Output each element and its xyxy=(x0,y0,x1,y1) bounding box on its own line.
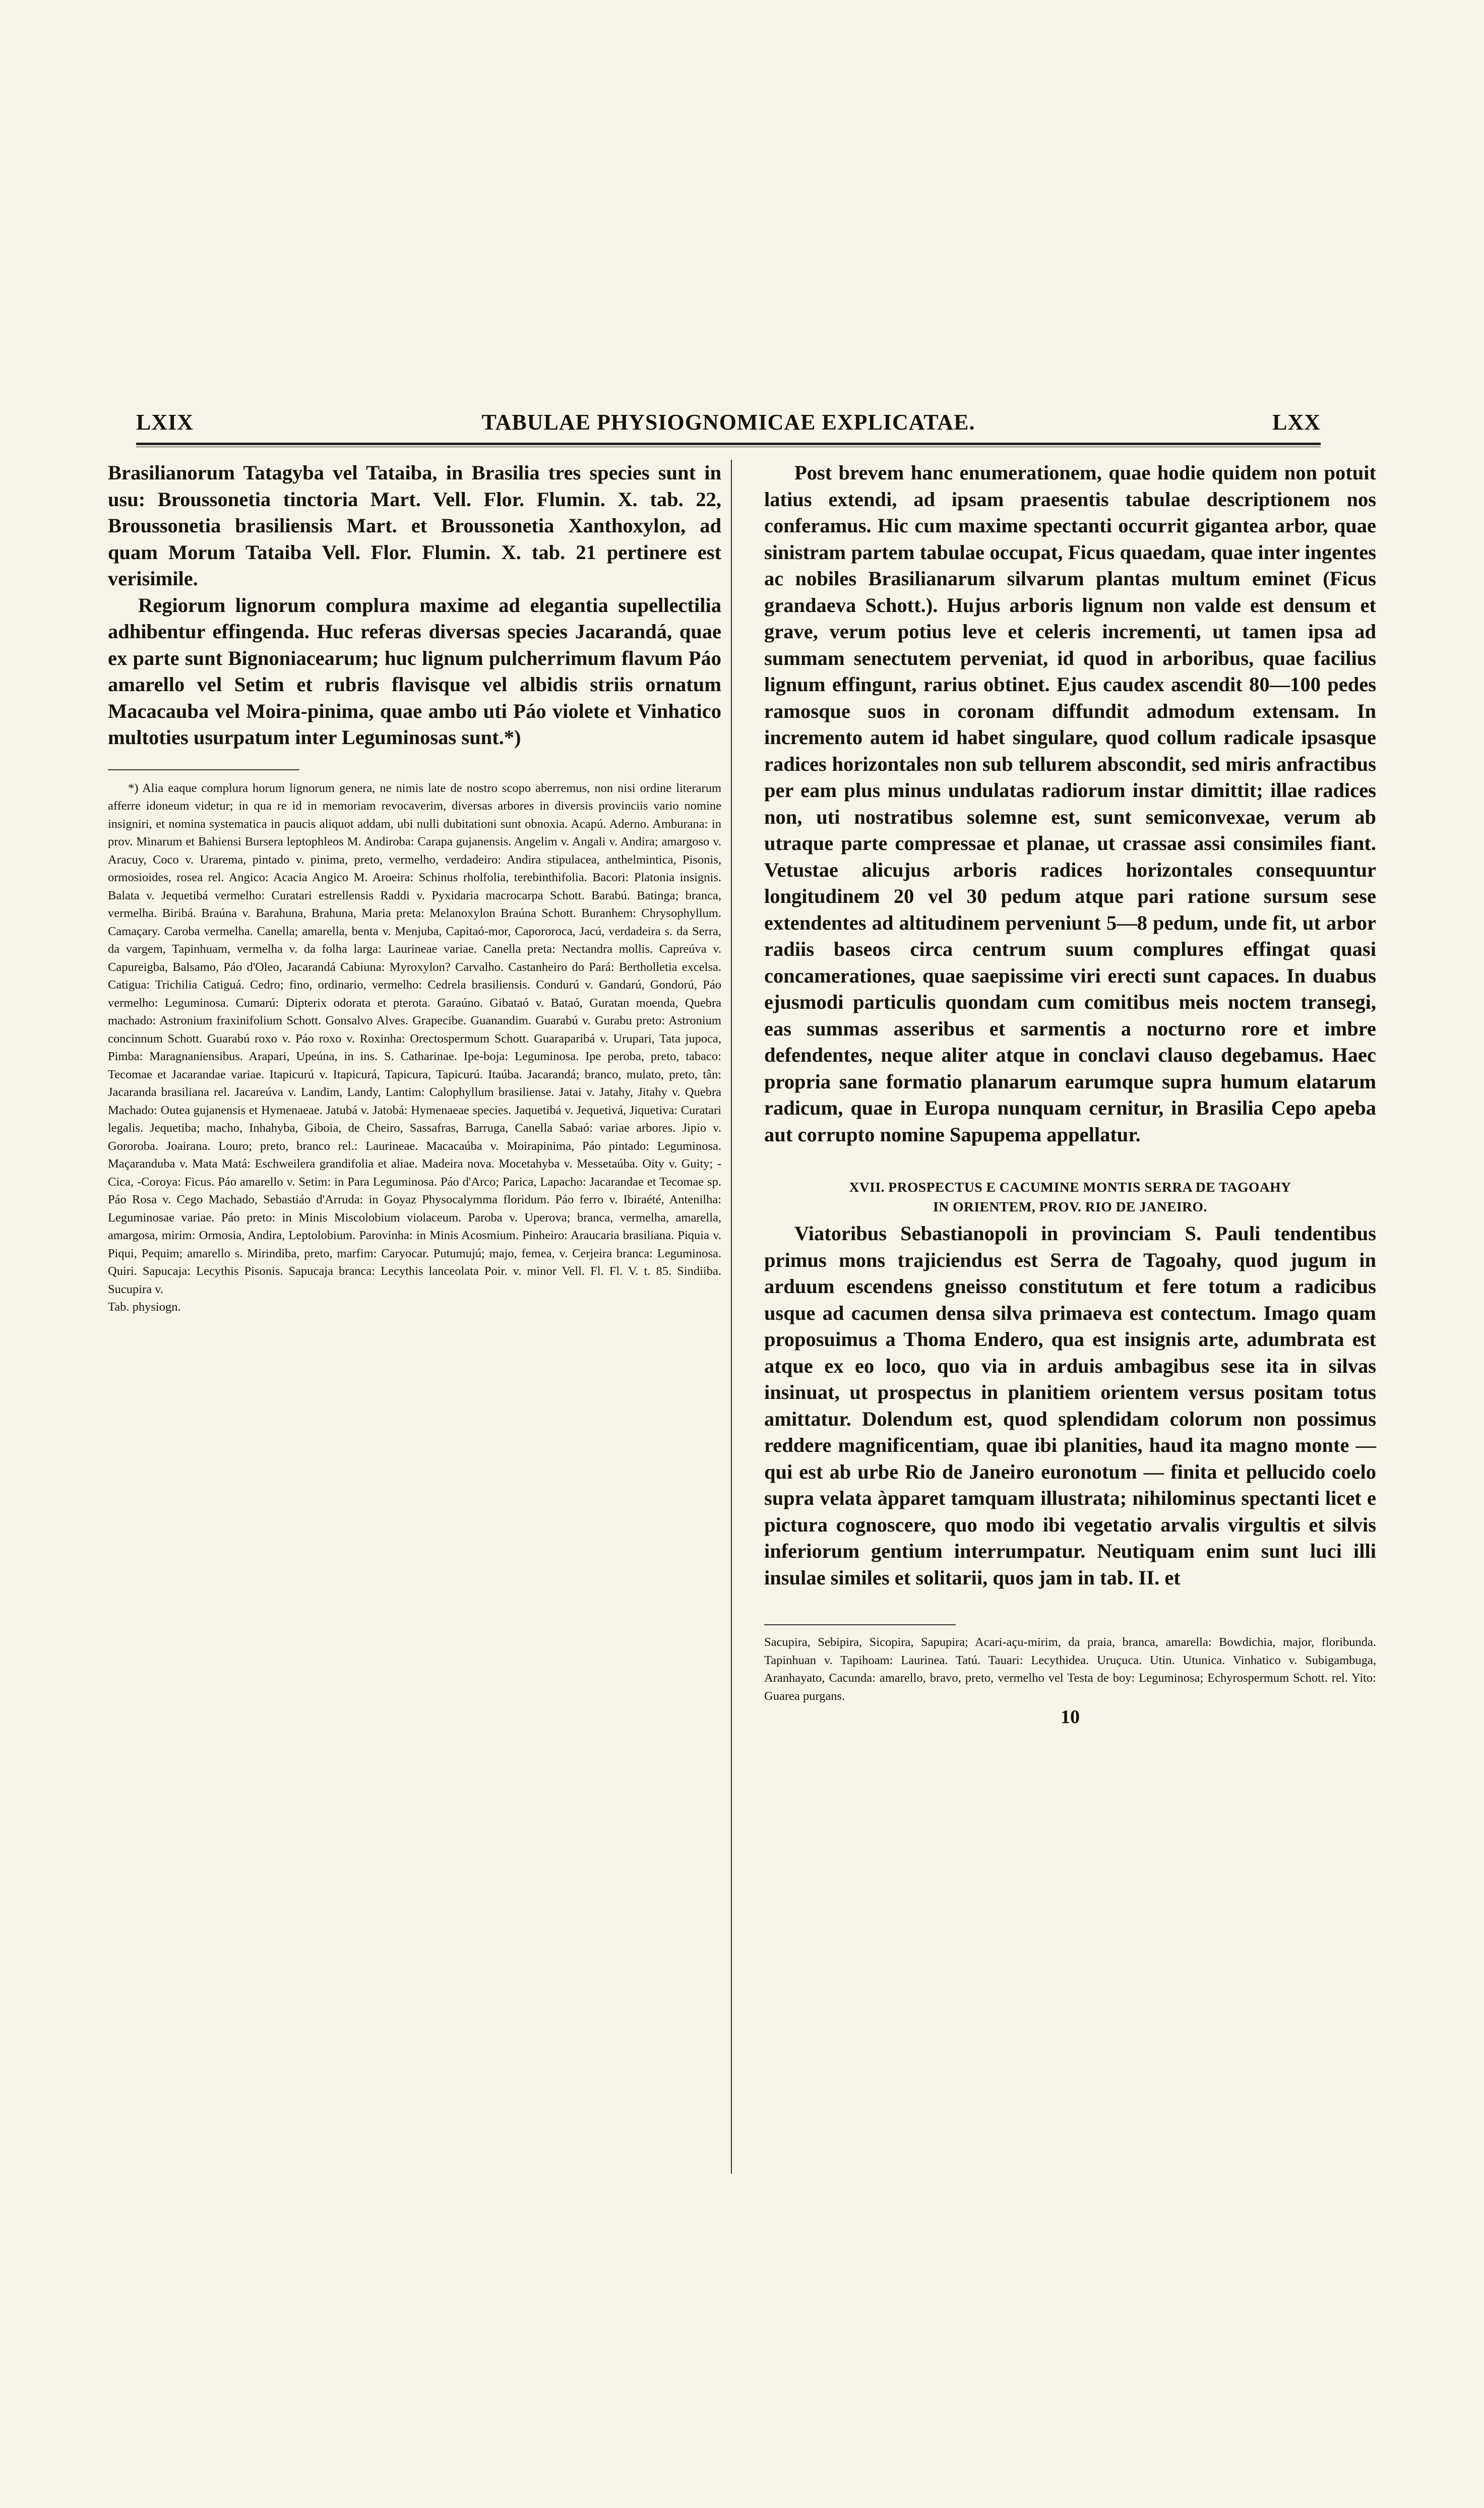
section-heading-line: IN ORIENTEM, PROV. RIO DE JANEIRO. xyxy=(933,1199,1207,1214)
left-body xyxy=(108,460,721,751)
running-header xyxy=(136,409,1321,445)
footnote-text: *) Alia eaque complura horum lignorum genera, ne nimis late de nostro scopo aberremus, non nisi ordine literarum afferre idoneum videtur; in qua re id in memoriam revocaverim, diversas arbores in diversis provinciis vario nomine insigniri, et nomina systematica in paucis aliquot addam, ubi nulli dubitationi sunt obnoxia. Acapú. Aderno. Amburana: in prov. Minarum et Bahiensi Bursera leptophleos M. Andiroba: Carapa gujanensis. Angelim v. Angali v. Andira; amargoso v. Aracuy, Coco v. Urarema, pintado v. pinima, preto, vermelho, verdadeiro: Andira stipulacea, anthelmintica, Pisonis, ormosioides, rosea rel. Angico: Acacia Angico M. Aroeira: Schinus rholfolia, terebinthifolia. Bacori: Platonia insignis. Balata v. Jequetibá vermelho: Curatari estrellensis Raddi v. Pyxidaria macrocarpa Schott. Barabú. Batinga; branca, vermelha. Biribá. Braúna v. Barahuna, Brahuna, Maria preta: Melanoxylon Braúna Schott. Buranhem: Chrysophyllum. Camaçary. Caroba vermelha. Canella; amarella, benta v. Menjuba, Capitaó-mor, Capororoca, Jacú, verdadeira s. da Serra, da vargem, Tapinhuam, vermelha v. da folha larga: Laurineae variae. Canella preta: Nectandra mollis. Capreúva v. Capureigba, Balsamo, Páo d'Oleo, Jacarandá Cabiuna: Myroxylon? Carvalho. Castanheiro do Pará: Bertholletia excelsa. Catigua: Trichilia Catiguá. Cedro; fino, ordinario, vermelho: Cedrela brasiliensis. Condurú v. Gandarú, Gondorú, Páo vermelho: Leguminosa. Cumarú: Dipterix odorata et pterota. Garaúno. Gibataó v. Bataó, Guratan moenda, Quebra machado: Astronium fraxinifolium Schott. Gonsalvo Alves. Grapecibe. Guanandim. Guarabú v. Gurabu preto: Astronium concinnum Schott. Guarabú roxo v. Páo roxo v. Roxinha: Orectospermum Schott. Guaraparibá v. Urupari, Tata jupoca, Pimba: Maragnaniensibus. Arapari, Upeúna, in ins. S. Catharinae. Ipe-boja: Leguminosa. Ipe peroba, preto, tabaco: Tecomae et Jacarandae variae. Itapicurú v. Itapicurá, Tapicura, Tapicurú. Itaúba. Jacarandá; branco, mulato, preto, tân: Jacaranda brasiliana rel. Jacareúva v. Landim, Landy, Lantim: Calophyllum brasiliense. Jatai v. Jatahy, Jitahy v. Quebra Machado: Outea gujanensis et Hymenaeae. Jatubá v. Jatobá: Hymenaeae species. Jaquetibá v. Jequetivá, Jiquetiva: Curatari legalis. Jequetiba; macho, Inhahyba, Giboia, de Cheiro, Sassafras, Barruga, Canella Sabaó: variae arbores. Jipio v. Gororoba. Joairana. Louro; preto, branco rel.: Laurineae. Macacaúba v. Moirapinima, Páo pintado: Leguminosa. Maçaranduba v. Mata Matá: Eschweilera grandifolia et aliae. Madeira nova. Mocetahyba v. Messetaúba. Oity v. Guity; -Cica, -Coroya: Ficus. Páo amarello v. Setim: in Para Leguminosa. Páo d'Arco; Parica, Lapacho: Jacarandae et Tecomae sp. Páo Rosa v. Cego Machado, Sebastiáo d'Arruda: in Goyaz Physocalymma floridum. Páo ferro v. Ibiraété, Antenilha: Leguminosae variae. Páo preto: in Minis Miscolobium violaceum. Paroba v. Uperova; branca, vermelha, amarella, amargosa, mirim: Ormosia, Andira, Leptolobium. Parovinha: in Minis Acosmium. Pinheiro: Araucaria brasiliana. Piquia v. Piqui, Pequim; amarello s. Mirindiba, preto, marfim: Caryocar. Putumujú; majo, femea, v. Cerjeira branca: Leguminosa. Quiri. Sapucaja: Lecythis Pisonis. Sapucaja branca: Lecythis lanceolata Poir. v. minor Vell. Fl. Fl. V. t. 85. Sindiiba. Sucupira v. xyxy=(108,781,721,1296)
page-number-right: LXX xyxy=(1272,410,1321,435)
right-body-2 xyxy=(764,1220,1376,1591)
running-title: TABULAE PHYSIOGNOMICAE EXPLICATAE. xyxy=(481,410,975,435)
signature-number: 10 xyxy=(1061,1706,1080,1728)
column-divider xyxy=(731,460,732,2174)
right-body xyxy=(764,460,1376,1148)
footnote-continued xyxy=(764,1633,1376,1705)
page-number-left: LXIX xyxy=(136,410,194,435)
footnote xyxy=(108,779,721,1299)
left-column xyxy=(108,460,721,1316)
footnote-text: Sacupira, Sebipira, Sicopira, Sapupira; Acari-açu-mirim, da praia, branca, amarella: Bowdichia, major, floribunda. Tapinhuan v. Tapihoam: Laurinea. Tatú. Tauari: Lecythidea. Uruçuca. Utin. Utunica. Vinhatico v. Subigambuga, Aranhayato, Cacunda: amarello, bravo, preto, vermelho vel Testa de boy: Leguminosa; Echyrospermum Schott. rel. Yito: Guarea purgans. xyxy=(764,1635,1376,1703)
paragraph: Regiorum lignorum complura maxime ad elegantia supellectilia adhibentur effingenda. Huc referas diversas species Jacarandá, quae ex parte sunt Bignoniacearum; huc lignum pulcherrimum flavum Páo amarello vel Setim et rubris flavisque vel albidis striis ornatum Macacauba vel Moira-pinima, quae ambo uti Páo violete et Vinhatico multoties usurpatum inter Leguminosas sunt.*) xyxy=(108,593,721,749)
header-rule xyxy=(136,443,1321,447)
right-column xyxy=(764,460,1376,1728)
paragraph: Brasilianorum Tatagyba vel Tataiba, in Brasilia tres species sunt in usu: Broussonetia tinctoria Mart. Vell. Flor. Flumin. X. tab. 22, Broussonetia brasiliensis Mart. et Broussonetia Xanthoxylon, ad quam Morum Tataiba Vell. Flor. Flumin. X. tab. 21 pertinere est verisimile. xyxy=(108,461,721,590)
paragraph: Viatoribus Sebastianopoli in provinciam S. Pauli tendentibus primus mons trajiciendus est Serra de Tagoahy, quod jugum in arduum escendens gneisso constitutum et fere totum a radicibus usque ad cacumen densa silva primaeva est contectum. Imago quam proposuimus a Thoma Endero, qua est insignis arte, adumbrata est atque ex eo loco, quo via in arduis ambagibus sese ita in silvas insinuat, ut prospectus in planitiem orientem versus positam totus amittatur. Dolendum est, quod splendidam colorum non possimus reddere magnificentiam, quae ibi planities, haud ita magno monte — qui est ab urbe Rio de Janeiro euronotum — finita et pellucido coelo supra velata àpparet tamquam illustrata; nihilominus spectanti licet e pictura cognoscere, quo modo ibi vegetatio arvalis virgultis et silvis inferiorum gentium interrumpatur. Neutiquam enim sunt luci illi insulae similes et solitarii, quos jam in tab. II. et xyxy=(764,1222,1376,1589)
section-heading xyxy=(764,1177,1376,1216)
signature-mark: Tab. physiogn. xyxy=(108,1300,181,1314)
footnote-rule xyxy=(764,1624,956,1625)
footnote-rule xyxy=(108,769,299,770)
paragraph: Post brevem hanc enumerationem, quae hodie quidem non potuit latius extendi, ad ipsam praesentis tabulae descriptionem nos conferamus. Hic cum maxime spectanti occurrit gigantea arbor, quae sinistram partem tabulae occupat, Ficus quaedam, quae inter ingentes ac nobiles Brasilianarum silvarum plantas multum eminet (Ficus grandaeva Schott.). Hujus arboris lignum non valde est densum et grave, verum potius leve et celeris incrementi, ut tamen ipsa ad summam senectutem perveniat, id quod in arboribus, quae facilius lignum effingunt, rarius obtinet. Ejus caudex ascendit 80—100 pedes ramosque suos in coronam diffundit admodum extensam. In incremento autem id habet singulare, quod collum radicale ipsasque radices horizontales non sub tellurem abscondit, sed miris anfractibus per eam plus minus undulatas radiorum instar dimittit; illae radices non, uti nostratibus solemne est, sunt semiconvexae, verum ab utraque parte compressae et planae, ut crassae assi consimiles fiant. Vetustae alicujus arboris radices horizontales consequuntur longitudinem 20 vel 30 pedum atque pari ratione sursum sese extendentes ad altitudinem perveniunt 5—8 pedum, unde fit, ut arbor radiis baseos circa centrum suum complures effingat quasi concamerationes, quae saepissime viri erecti sunt capaces. In duabus ejusmodi particulis quondam cum comitibus meis noctem transegi, eas summas asseribus et sarmentis a nocturno rore et imbre defendentes, neque aliter atque in conclavi clauso degebamus. Haec propria sane formatio planarum earumque supra humum elatarum radicum, quae in Europa nunquam cernitur, in Brasilia Cepo apeba aut corrupto nomine Sapupema appellatur. xyxy=(764,461,1376,1146)
section-heading-line: XVII. PROSPECTUS E CACUMINE MONTIS SERRA DE TAGOAHY xyxy=(849,1179,1291,1195)
